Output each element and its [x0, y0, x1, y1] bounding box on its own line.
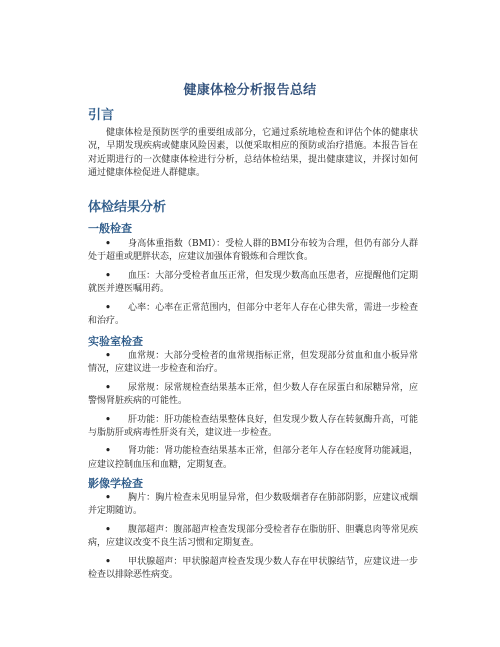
document-title: 健康体检分析报告总结	[183, 83, 317, 98]
bullet-icon: •	[105, 239, 111, 249]
list-item: • 尿常规：尿常规检查结果基本正常，但少数人存在尿蛋白和尿糖异常，应警惕肾脏疾病的可能性。	[88, 382, 418, 407]
bullet-icon: •	[105, 446, 111, 457]
imaging-exam-heading: 影像学检查	[88, 477, 143, 490]
bullet-icon: •	[105, 556, 111, 567]
bullet-icon: •	[105, 302, 111, 313]
bullet-icon: •	[105, 351, 111, 361]
list-item: • 肾功能：肾功能检查结果基本正常，但部分老年人存在轻度肾功能减退，应建议控制血压和血糖，定期复查。	[88, 446, 418, 470]
imaging-exam-list	[88, 492, 418, 587]
list-item: • 胸片：胸片检查未见明显异常，但少数吸烟者存在肺部阴影，应建议戒烟并定期随访。	[88, 493, 418, 517]
intro-heading: 引言	[88, 108, 115, 123]
lab-exam-heading: 实验室检查	[88, 335, 143, 348]
list-item: • 腹部超声：腹部超声检查发现部分受检者存在脂肪肝、胆囊息肉等常见疾病，应建议改变不良生活习惯和定期复查。	[88, 524, 418, 549]
list-item: • 心率：心率在正常范围内，但部分中老年人存在心律失常，需进一步检查和治疗。	[88, 302, 418, 327]
general-exam-heading: 一般检查	[88, 222, 132, 235]
bullet-icon: •	[105, 414, 111, 425]
list-item: • 血常规：大部分受检者的血常规指标正常，但发现部分贫血和血小板异常情况，应建议进一步检查和治疗。	[88, 351, 418, 375]
list-item: • 身高体重指数（BMI）：受检人群的BMI分布较为合理，但仍有部分人群处于超重或肥胖状态，应建议加强体育锻炼和合理饮食。	[88, 239, 418, 263]
list-item: • 肝功能：肝功能检查结果整体良好，但发现少数人存在转氨酶升高，可能与脂肪肝或病毒性肝炎有关，建议进一步检查。	[88, 414, 418, 439]
bullet-icon: •	[105, 493, 111, 503]
bullet-icon: •	[105, 524, 111, 535]
bullet-icon: •	[105, 382, 111, 393]
list-item: • 甲状腺超声：甲状腺超声检查发现少数人存在甲状腺结节，应建议进一步检查以排除恶性病变。	[88, 556, 418, 581]
general-exam-list	[88, 238, 418, 333]
lab-exam-list	[88, 350, 418, 477]
bullet-icon: •	[105, 270, 111, 281]
results-heading: 体检结果分析	[88, 200, 167, 215]
intro-paragraph: 健康体检是预防医学的重要组成部分，它通过系统地检查和评估个体的健康状况，早期发现疾病或健康风险因素，以便采取相应的预防或治疗措施。本报告旨在对近期进行的一次健康体检进行分析，总结体检结果，提出健康建议，并探讨如何通过健康体检促进人群健康。	[88, 128, 418, 179]
list-item: • 血压：大部分受检者血压正常，但发现少数高血压患者，应提醒他们定期就医并遵医嘱用药。	[88, 270, 418, 295]
